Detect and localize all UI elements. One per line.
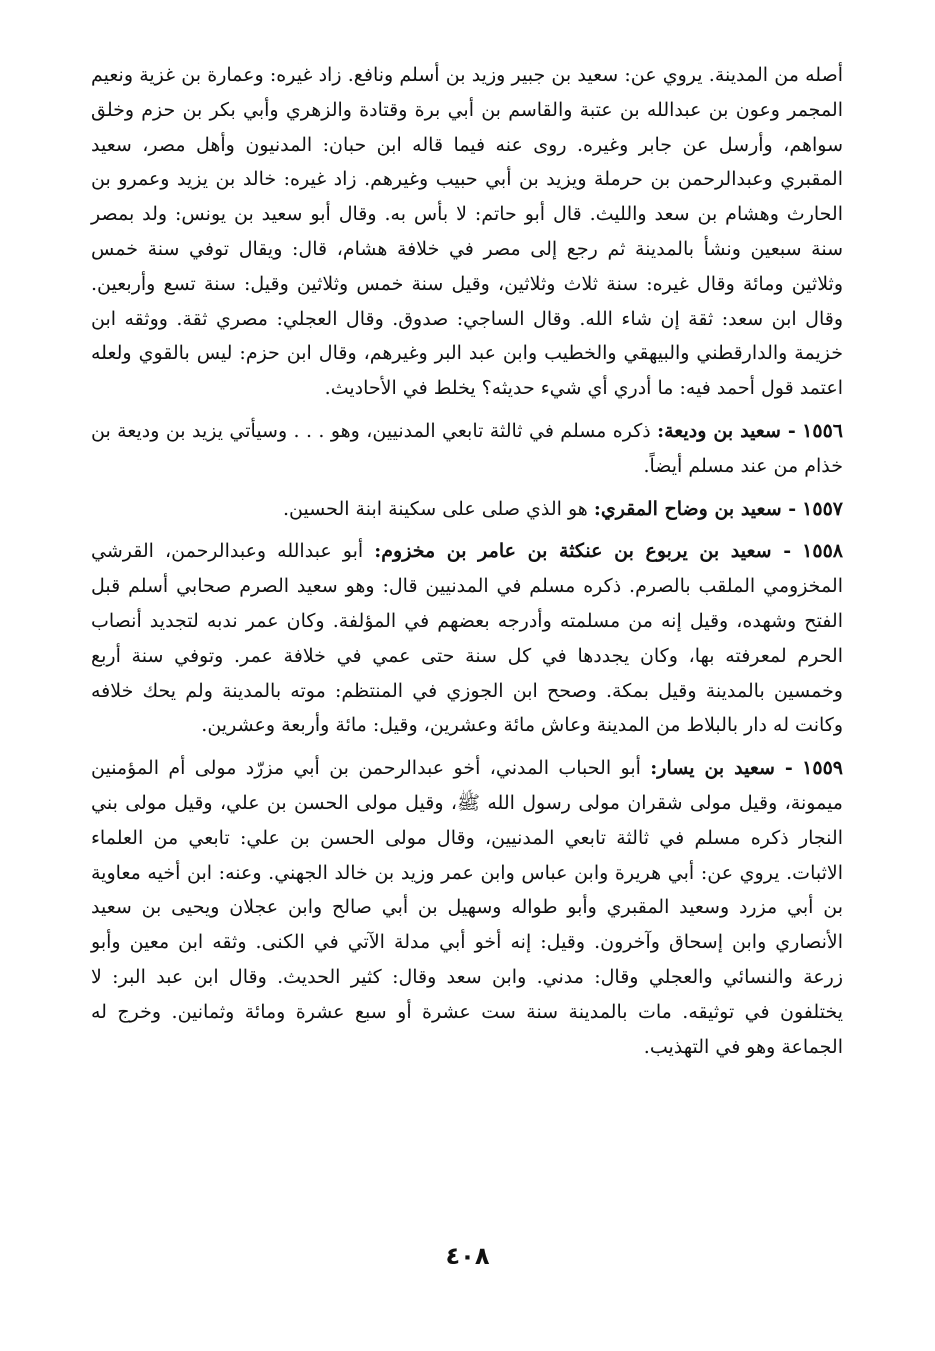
entry-number: ١٥٥٩: [802, 757, 843, 780]
entry-heading: - سعيد بن وديعة:: [657, 419, 796, 442]
entry-heading: - سعيد بن يربوع بن عنكثة بن عامر بن مخزوم:: [374, 540, 792, 563]
entry-text: ذكره مسلم في ثالثة تابعي المدنيين، وهو . . . وسيأتي يزيد بن وديعة بن خذام من عند مسلم أيضاً.: [91, 419, 843, 477]
entry-number: ١٥٥٨: [802, 540, 843, 563]
entry-heading: - سعيد بن وضاح المقري:: [593, 497, 797, 520]
entry-number: ١٥٥٧: [802, 497, 843, 520]
entry-1556: [91, 414, 843, 484]
entry-heading: - سعيد بن يسار:: [650, 757, 793, 780]
entry-1557: [91, 492, 843, 527]
page-body: [91, 58, 843, 1064]
entry-1558: [91, 534, 843, 743]
entry-text: أبو عبدالله وعبدالرحمن، القرشي المخزومي الملقب بالصرم. ذكره مسلم في المدنيين قال: وهو سعيد الصرم صحابي أسلم قبل الفتح وشهده، وقيل إنه من مسلمته وأدرجه بعضهم في المؤلفة. وكان عمر ندبه لتجديد أنصاب الحرم لمعرفته بها، وكان يجددها في كل سنة حتى عمي في خلافة عمر. وتوفي سنة أربع وخمسين بالمدينة وقيل بمكة. وصحح ابن الجوزي في المنتظم: موته بالمدينة ولم يحك خلافه وكانت له دار بالبلاط من المدينة وعاش مائة وعشرين، وقيل: مائة وأربعة وعشرين.: [91, 540, 843, 737]
entry-number: ١٥٥٦: [802, 419, 843, 442]
entry-text: هو الذي صلى على سكينة ابنة الحسين.: [283, 497, 588, 520]
page-number: ٤٠٨: [445, 1242, 490, 1270]
paragraph-continuation: [91, 58, 843, 406]
paragraph-text: أصله من المدينة. يروي عن: سعيد بن جبير وزيد بن أسلم ونافع. زاد غيره: وعمارة بن غزية ونعيم المجمر وعون بن عبدالله بن عتبة والقاسم بن أبي برة وقتادة والزهري وأبي بكر بن حزم وخلق سواهم، وأرسل عن جابر وغيره. روى عنه فيما قاله ابن حبان: المدنيون وأهل مصر، سعيد المقبري وعبدالرحمن بن حرملة ويزيد بن أبي حبيب وغيرهم. زاد غيره: خالد بن يزيد وعمرو بن الحارث وهشام بن سعد والليث. قال أبو حاتم: لا بأس به. وقال أبو سعيد بن يونس: ولد بمصر سنة سبعين ونشأ بالمدينة ثم رجع إلى مصر في خلافة هشام، قال: ويقال توفي سنة خمس وثلاثين ومائة وقال غيره: سنة ثلاث وثلاثين، وقيل سنة خمس وثلاثين وقيل: سنة تسع وأربعين. وقال ابن سعد: ثقة إن شاء الله. وقال الساجي: صدوق. وقال العجلي: مصري ثقة. ووثقه ابن خزيمة والدارقطني والبيهقي والخطيب وابن عبد البر وغيرهم، وقال ابن حزم: ليس بالقوي ولعله اعتمد قول أحمد فيه: ما أدري أي شيء حديثه؟ يخلط في الأحاديث.: [91, 64, 843, 400]
entry-text: أبو الحباب المدني، أخو عبدالرحمن بن أبي مزرّد مولى أم المؤمنين ميمونة، وقيل مولى شقران مولى رسول الله ﷺ، وقيل مولى الحسن بن علي، وقيل مولى بني النجار ذكره مسلم في ثالثة تابعي المدنيين، وقال مولى الحسن بن علي: تابعي من العلماء الاثبات. يروي عن: أبي هريرة وابن عباس وابن عمر وزيد بن خالد الجهني. وعنه: ابن أخيه معاوية بن أبي مزرد وسعيد المقبري وأبو طواله وسهيل بن أبي صالح وابن عجلان ويحيى بن سعيد الأنصاري وابن إسحاق وآخرون. وقيل: إنه أخو أبي مدلة الآتي في الكنى. وثقه ابن معين وأبو زرعة والنسائي والعجلي وقال: مدني. وابن سعد وقال: كثير الحديث. وقال ابن عبد البر: لا يختلفون في توثيقه. مات بالمدينة سنة ست عشرة أو سبع عشرة ومائة وثمانين. وخرج له الجماعة وهو في التهذيب.: [91, 757, 843, 1058]
entry-1559: [91, 751, 843, 1064]
